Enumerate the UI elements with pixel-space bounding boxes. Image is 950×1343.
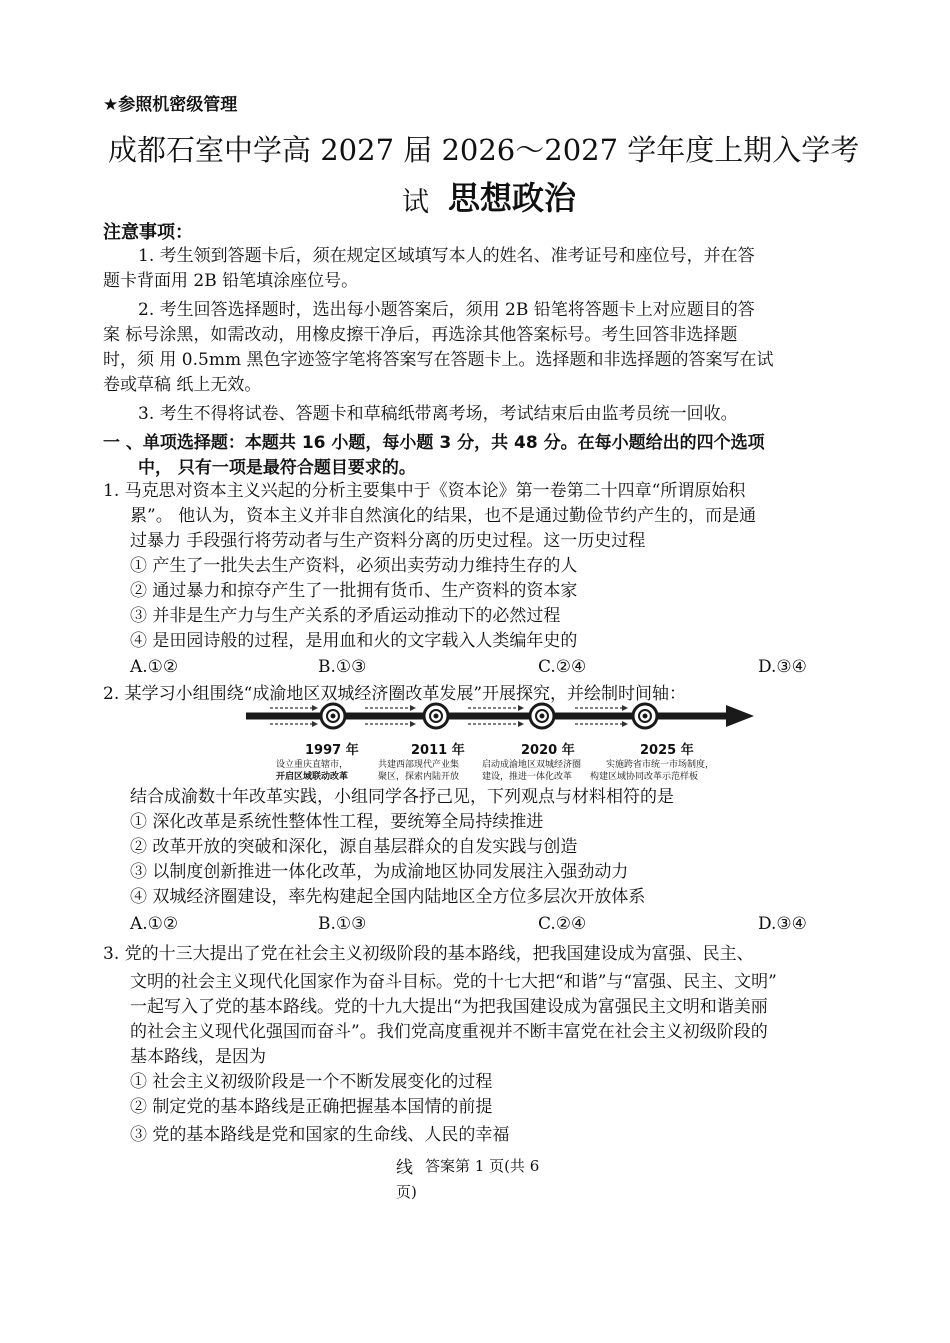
timeline-caption: 实施跨省市统一市场制度， [606,760,715,770]
notice-line: 2. 考生回答选择题时，选出每小题答案后，须用 2B 铅笔将答题卡上对应题目的答 [138,300,755,320]
q2-item: ① 深化改革是系统性整体性工程，要统筹全局持续推进 [130,812,544,832]
q3-stem-line: 3. 党的十三大提出了党在社会主义初级阶段的基本路线，把我国建设成为富强、民主、 [103,944,754,964]
timeline-graphic [240,700,760,736]
timeline-year: 2011 年 [411,743,465,758]
timeline-arrow-head [726,705,754,727]
q1-stem-line: 1. 马克思对资本主义兴起的分析主要集中于《资本论》第一卷第二十四章“所谓原始积 [103,481,746,501]
q3-stem-line: 一起写入了党的基本路线。党的十九大提出“为把我国建设成为富强民主文明和谐美丽 [130,997,768,1017]
q3-item: ② 制定党的基本路线是正确把握基本国情的前提 [130,1097,493,1117]
secret-label: ★参照机密级管理 [103,95,238,115]
timeline-caption: 建设，推进一体化改革 [482,772,573,782]
timeline-caption: 共建西部现代产业集 [378,760,460,770]
q2-lead: 结合成渝数十年改革实践，小组同学各抒己见，下列观点与材料相符的是 [130,787,674,807]
q1-option-a: A.①② [130,657,179,677]
timeline-node-2025 [633,704,657,728]
q3-item: ③ 党的基本路线是党和国家的生命线、人民的幸福 [130,1125,510,1145]
timeline-caption: 构建区域协同改革示范样板 [590,772,699,782]
timeline-year: 2020 年 [521,743,575,758]
section-heading: 一 、单项选择题：本题共 16 小题，每小题 3 分，共 48 分。在每小题给出的四个选项 [103,433,765,453]
notice-line: 题卡背面用 2B 铅笔填涂座位号。 [103,271,359,291]
q1-option-c: C.②④ [538,657,587,677]
timeline-node-2020 [530,704,554,728]
timeline-node-1997 [321,704,345,728]
page-number-label-cont: 页) [396,1183,417,1201]
timeline-caption: 聚区，探索内陆开放 [378,772,460,782]
q2-stem: 2. 某学习小组围绕“成渝地区双城经济圈改革发展”开展探究，并绘制时间轴： [103,684,687,704]
q1-option-d: D.③④ [758,657,807,677]
timeline-caption: 设立重庆直辖市， [276,760,349,770]
exam-title-line1: 成都石室中学高 2027 届 2026～2027 学年度上期入学考 [108,133,860,167]
q2-option-d: D.③④ [758,914,807,934]
q1-item: ① 产生了一批失去生产资料，必须出卖劳动力维持生存的人 [130,556,578,576]
q2-item: ④ 双城经济圈建设，率先构建起全国内陆地区全方位多层次开放体系 [130,887,646,907]
notice-line: 时，须 用 0.5mm 黑色字迹签字笔将答案写在答题卡上。选择题和非选择题的答案写在试 [103,350,774,370]
q2-item: ② 改革开放的突破和深化，源自基层群众的自发实践与创造 [130,837,578,857]
notice-line: 3. 考生不得将试卷、答题卡和草稿纸带离考场，考试结束后由监考员统一回收。 [138,404,738,424]
q1-item: ③ 并非是生产力与生产关系的矛盾运动推动下的必然过程 [130,606,561,626]
notice-line: 案 标号涂黑，如需改动，用橡皮擦干净后，再选涂其他答案标号。考生回答非选择题 [103,325,738,345]
q3-stem-line: 基本路线，是因为 [130,1047,266,1067]
q1-option-b: B.①③ [318,657,367,677]
q3-item: ① 社会主义初级阶段是一个不断发展变化的过程 [130,1072,493,1092]
timeline-caption: 启动成渝地区双城经济圈 [482,760,582,770]
q2-item: ③ 以制度创新推进一体化改革，为成渝地区协同发展注入强劲动力 [130,862,629,882]
timeline-caption: 开启区域联动改革 [276,772,349,782]
q3-stem-line: 的社会主义现代化强国而奋斗”。我们党高度重视并不断丰富党在社会主义初级阶段的 [130,1022,768,1042]
timeline-node-2011 [424,704,448,728]
q1-item: ④ 是田园诗般的过程，是用血和火的文字载入人类编年史的 [130,631,578,651]
q1-item: ② 通过暴力和掠夺产生了一批拥有货币、生产资料的资本家 [130,581,578,601]
section-heading-cont: 中， 只有一项是最符合题目要求的。 [138,458,416,478]
footer-line-fragment: 线 [396,1158,413,1178]
q2-option-c: C.②④ [538,914,587,934]
timeline-year: 1997 年 [305,743,359,758]
notice-line: 卷或草稿 纸上无效。 [103,375,262,395]
notice-heading: 注意事项： [103,222,193,243]
exam-subject-title: 思想政治 [448,179,577,217]
timeline-year: 2025 年 [640,743,694,758]
q2-option-b: B.①③ [318,914,367,934]
q1-stem-line: 累”。 他认为，资本主义并非自然演化的结果，也不是通过勤俭节约产生的，而是通 [130,506,757,526]
exam-title-line2-prefix: 试 [402,187,429,218]
q2-option-a: A.①② [130,914,179,934]
q1-stem-line: 过暴力 手段强行将劳动者与生产资料分离的历史过程。这一历史过程 [130,531,646,551]
q3-stem-line: 文明的社会主义现代化国家作为奋斗目标。党的十七大把“和谐”与“富强、民主、文明” [130,972,777,992]
notice-line: 1. 考生领到答题卡后，须在规定区域填写本人的姓名、准考证号和座位号，并在答 [138,246,755,266]
page-number-label: 答案第 1 页(共 6 [425,1157,540,1175]
